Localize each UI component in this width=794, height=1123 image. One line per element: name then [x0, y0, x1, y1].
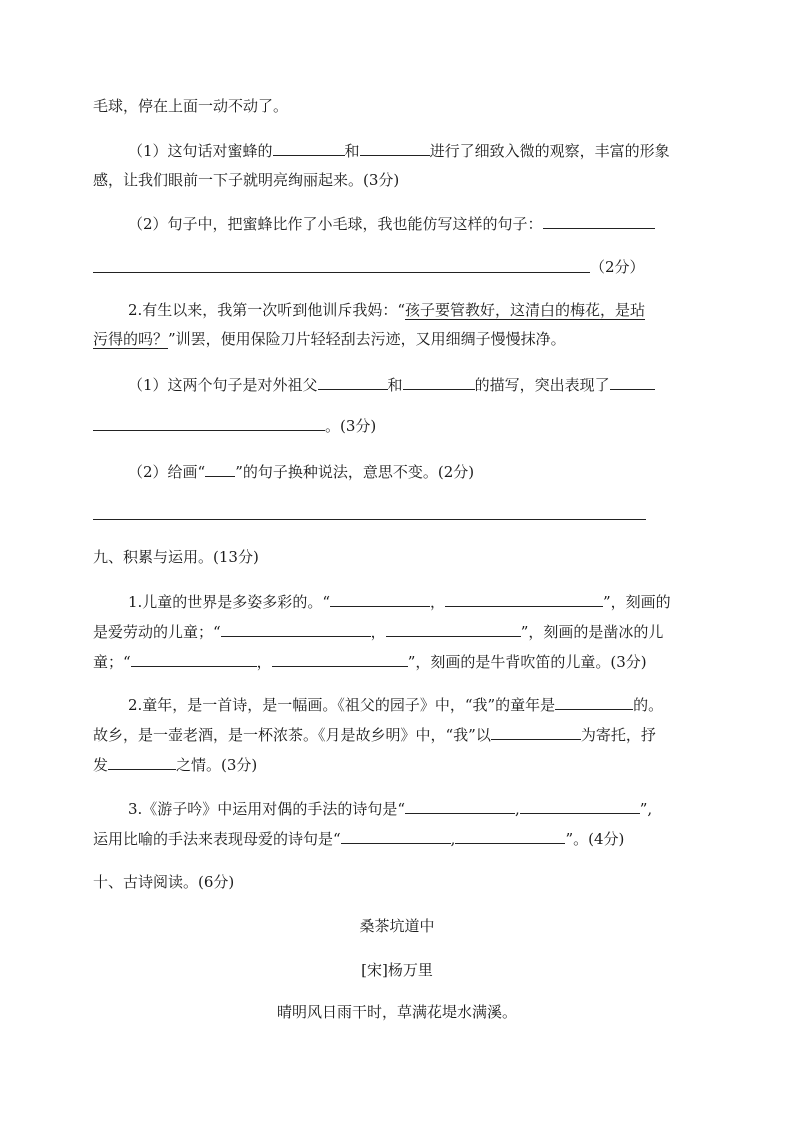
answer-line[interactable]	[93, 272, 590, 273]
question-text: 为寄托，抒	[580, 726, 656, 744]
question-text: 之情。(3分)	[176, 756, 258, 774]
answer-blank[interactable]	[403, 373, 475, 390]
question-text: （1）这两个句子是对外祖父	[128, 376, 318, 394]
underlined-sentence: 孩子要管教好，这清白的梅花，是玷	[404, 301, 645, 319]
answer-blank[interactable]	[386, 620, 521, 637]
question-text: ，	[429, 593, 445, 611]
question-text: 2.有生以来，我第一次听到他训斥我妈：“	[128, 301, 405, 319]
question-text: ”，刻画的	[603, 593, 671, 611]
question-text: （2）句子中，把蜜蜂比作了小毛球，我也能仿写这样的句子：	[128, 215, 543, 233]
question-line	[128, 590, 671, 614]
question-line	[93, 168, 399, 192]
question-text: 是爱劳动的儿童；“	[93, 623, 221, 641]
answer-blank[interactable]	[221, 620, 371, 637]
question-text: 的。	[633, 696, 664, 714]
question-text: ，	[256, 653, 272, 671]
answer-blank[interactable]	[405, 797, 515, 814]
question-line	[93, 620, 663, 644]
question-line	[128, 212, 655, 236]
poem-title: 桑茶坑道中	[359, 917, 435, 935]
question-line	[128, 460, 474, 484]
question-text: ”的句子换种说法，意思不变。(2分)	[235, 463, 475, 481]
answer-blank[interactable]	[360, 139, 430, 156]
answer-blank[interactable]	[341, 827, 451, 844]
question-line	[93, 753, 257, 777]
question-text: 发	[93, 756, 109, 774]
section-title: 九、积累与运用。(13分)	[93, 548, 259, 566]
question-text: 和	[344, 142, 360, 160]
question-line	[128, 797, 652, 821]
question-text: ，	[370, 623, 386, 641]
answer-blank[interactable]	[273, 139, 345, 156]
answer-blank[interactable]	[318, 373, 388, 390]
question-text: ”，刻画的是凿冰的儿	[520, 623, 664, 641]
question-text: 和	[387, 376, 403, 394]
answer-blank[interactable]	[491, 723, 581, 740]
answer-blank[interactable]	[445, 590, 603, 607]
question-line	[93, 827, 624, 851]
section-title: 十、古诗阅读。(6分)	[93, 873, 235, 891]
answer-blank[interactable]	[555, 693, 633, 710]
question-text: 故乡，是一壶老酒，是一杯浓茶。《月是故乡明》中，“我”以	[93, 726, 491, 744]
question-text: 童；“	[93, 653, 131, 671]
question-text: ”训罢，便用保险刀片轻轻刮去污迹，又用细绸子慢慢抹净。	[168, 330, 566, 348]
question-text: ”,	[639, 800, 653, 818]
answer-blank[interactable]	[93, 414, 325, 431]
question-text: 进行了细致入微的观察，丰富的形象	[429, 142, 670, 160]
question-line	[93, 414, 376, 438]
answer-line[interactable]	[93, 519, 646, 520]
answer-blank[interactable]	[272, 650, 408, 667]
sample-underline	[205, 460, 235, 477]
question-text: （2）给画“	[128, 463, 206, 481]
question-text: ,	[450, 830, 456, 848]
answer-blank[interactable]	[520, 797, 640, 814]
question-text: 1.儿童的世界是多姿多彩的。“	[128, 593, 330, 611]
question-text: 的描写，突出表现了	[474, 376, 610, 394]
poem-author: [宋]杨万里	[361, 961, 433, 979]
question-line	[93, 327, 566, 351]
answer-blank[interactable]	[131, 650, 257, 667]
question-line	[128, 139, 670, 163]
underlined-sentence: 污得的吗？	[93, 330, 169, 348]
question-line	[93, 650, 647, 674]
text-line	[93, 94, 288, 118]
score-text: （2分）	[590, 258, 645, 276]
section-heading	[93, 545, 259, 569]
question-text: 运用比喻的手法来表现母爱的诗句是“	[93, 830, 341, 848]
question-text: 2.童年，是一首诗，是一幅画。《祖父的园子》中，“我”的童年是	[128, 696, 556, 714]
question-text: ”。(4分)	[565, 830, 625, 848]
question-text: （1）这句话对蜜蜂的	[128, 142, 273, 160]
question-line	[128, 693, 663, 717]
score-label	[590, 255, 645, 279]
question-text: 。(3分)	[325, 417, 377, 435]
question-line	[128, 298, 645, 322]
poem-line: 晴明风日雨干时，草满花堤水满溪。	[276, 1003, 517, 1021]
question-line	[128, 373, 655, 397]
question-text: ”，刻画的是牛背吹笛的儿童。(3分)	[407, 653, 647, 671]
section-heading	[93, 870, 234, 894]
question-line	[93, 723, 656, 747]
answer-blank[interactable]	[543, 212, 655, 229]
answer-blank[interactable]	[610, 373, 655, 390]
answer-blank[interactable]	[455, 827, 565, 844]
question-text: ,	[514, 800, 520, 818]
answer-blank[interactable]	[108, 753, 176, 770]
paragraph-text: 毛球，停在上面一动不动了。	[93, 97, 289, 115]
question-text: 感，让我们眼前一下子就明亮绚丽起来。(3分)	[93, 171, 400, 189]
question-text: 3.《游子吟》中运用对偶的手法的诗句是“	[128, 800, 405, 818]
answer-blank[interactable]	[330, 590, 430, 607]
